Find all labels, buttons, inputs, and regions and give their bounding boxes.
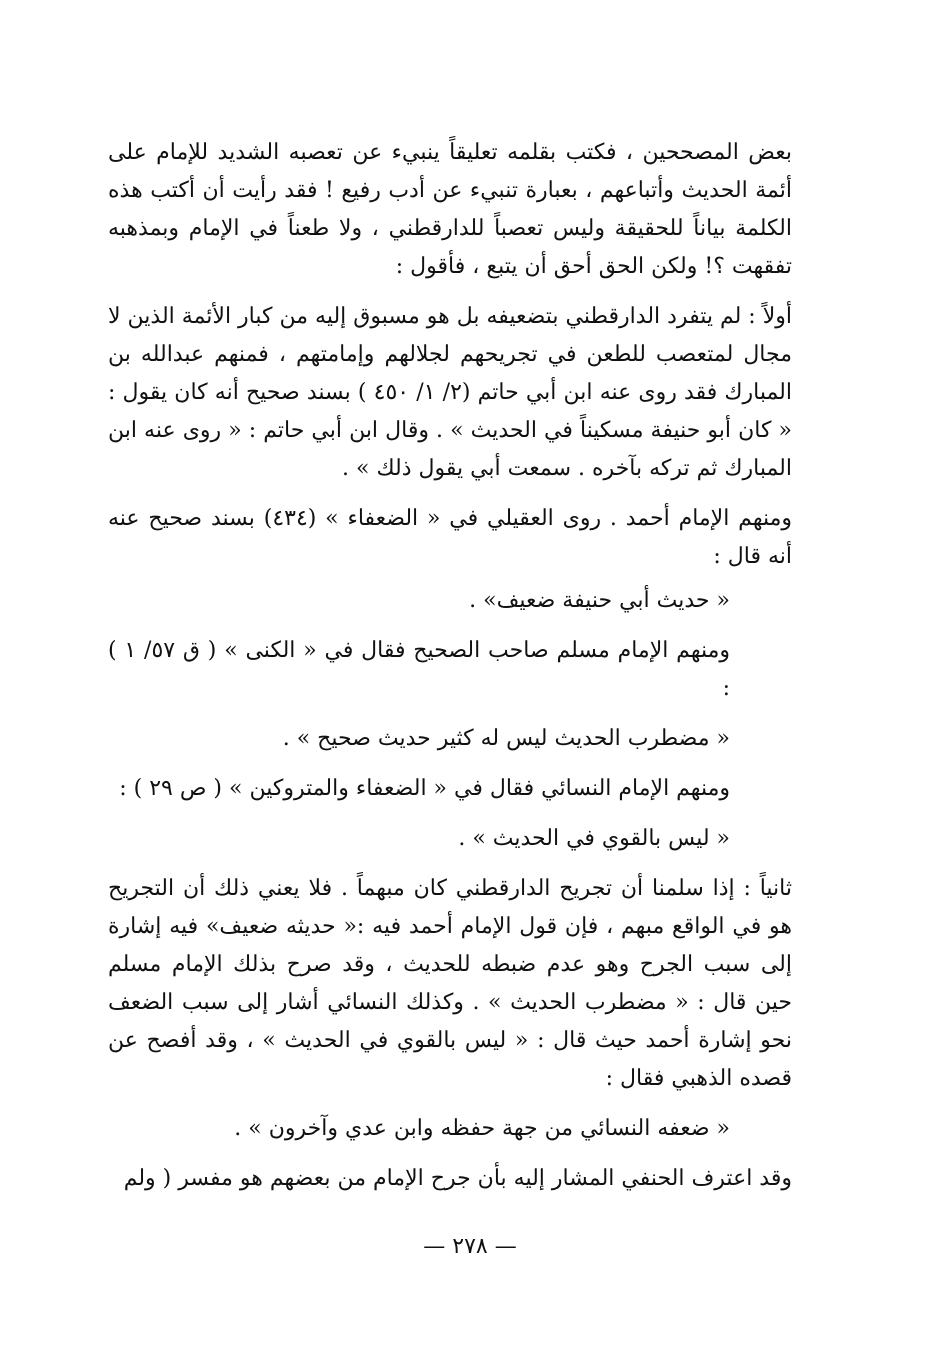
- nasai-quote: « ليس بالقوي في الحديث » .: [458, 826, 730, 851]
- intro-paragraph: بعض المصححين ، فكتب بقلمه تعليقاً ينبيء عن تعصبه الشديد للإمام على أئمة الحديث وأتباعهم ، بعبارة تنبيء عن أدب رفيع ! فقد رأيت أن أكتب هذه الكلمة بياناً للحقيقة وليس تعصباً للدارقطني ، ولا طعناً في الإمام وبمذهبه تفقهت ؟! ولكن الحق أحق أن يتبع ، فأقول :: [108, 140, 792, 279]
- nasai-paragraph: ومنهم الإمام النسائي فقال في « الضعفاء والمتروكين » ( ص ٢٩ ) :: [119, 776, 730, 801]
- muslim-quote: « مضطرب الحديث ليس له كثير حديث صحيح » .: [282, 726, 730, 751]
- ahmad-quote: « حديث أبي حنيفة ضعيف» .: [469, 588, 730, 613]
- muslim-paragraph: ومنهم الإمام مسلم صاحب الصحيح فقال في « الكنى » ( ق ٥٧/ ١ ) :: [108, 638, 731, 701]
- first-point-paragraph: أولاً : لم يتفرد الدارقطني بتضعيفه بل هو مسبوق إليه من كبار الأئمة الذين لا مجال لمتعصب للطعن في تجريحهم لجلالهم وإمامتهم ، فمنهم عبدالله بن المبارك فقد روى عنه ابن أبي حاتم (٢/ ١/ ٤٥٠ ) بسند صحيح أنه كان يقول : « كان أبو حنيفة مسكيناً في الحديث » . وقال ابن أبي حاتم : « روى عنه ابن المبارك ثم تركه بآخره . سمعت أبي يقول ذلك » .: [108, 304, 792, 481]
- body-text: [108, 134, 792, 1210]
- dhahabi-quote: « ضعفه النسائي من جهة حفظه وابن عدي وآخرون » .: [234, 1116, 730, 1141]
- ahmad-paragraph: ومنهم الإمام أحمد . روى العقيلي في « الضعفاء » (٤٣٤) بسند صحيح عنه أنه قال :: [108, 506, 793, 569]
- closing-paragraph: وقد اعترف الحنفي المشار إليه بأن جرح الإمام من بعضهم هو مفسر ( ولم: [123, 1166, 792, 1191]
- second-point-paragraph: ثانياً : إذا سلمنا أن تجريح الدارقطني كان مبهماً . فلا يعني ذلك أن التجريح هو في الواقع مبهم ، فإن قول الإمام أحمد فيه :« حديثه ضعيف» فيه إشارة إلى سبب الجرح وهو عدم ضبطه للحديث ، وقد صرح بذلك الإمام مسلم حين قال : « مضطرب الحديث » . وكذلك النسائي أشار إلى سبب الضعف نحو إشارة أحمد حيث قال : « ليس بالقوي في الحديث » ، وقد أفصح عن قصده الذهبي فقال :: [108, 876, 792, 1091]
- page-number: — ٢٧٨ —: [423, 1234, 517, 1259]
